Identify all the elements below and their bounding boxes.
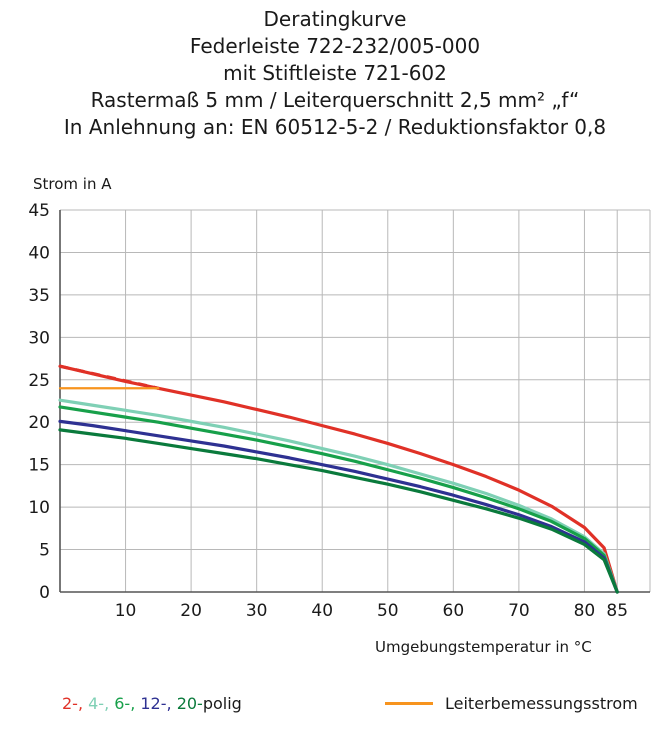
legend-series-polig (62, 694, 242, 713)
svg-text:25: 25 (28, 370, 50, 391)
data-curves (60, 366, 617, 592)
svg-text:40: 40 (311, 601, 334, 621)
svg-text:5: 5 (39, 540, 50, 561)
legend-part-4: 20- (176, 694, 203, 713)
legend-swatch-orange (385, 702, 433, 705)
legend-part-2: 6-, (114, 694, 141, 713)
svg-text:30: 30 (245, 601, 268, 621)
title-line-1: Deratingkurve (263, 7, 407, 31)
title-line-4: Rastermaß 5 mm / Leiterquerschnitt 2,5 mm² „f“ (90, 88, 580, 112)
chart-legend (0, 694, 670, 734)
svg-text:80: 80 (573, 601, 596, 621)
svg-text:70: 70 (508, 601, 530, 621)
tick-labels (28, 201, 628, 621)
svg-text:10: 10 (28, 498, 50, 519)
legend-part-5: polig (202, 694, 242, 713)
x-axis-label: Umgebungstemperatur in °C (375, 638, 592, 656)
title-line-3: mit Stiftleiste 721-602 (223, 61, 447, 85)
legend-part-0: 2-, (62, 694, 89, 713)
svg-text:50: 50 (376, 601, 399, 621)
svg-text:45: 45 (28, 201, 50, 221)
legend-part-3: 12-, (140, 694, 177, 713)
svg-text:60: 60 (442, 601, 465, 621)
svg-text:35: 35 (28, 285, 50, 306)
y-axis-label: Strom in A (33, 175, 112, 193)
curve-2-polig (60, 366, 617, 592)
svg-text:20: 20 (28, 413, 50, 434)
svg-text:0: 0 (39, 583, 50, 603)
svg-text:85: 85 (606, 601, 629, 621)
legend-rated-current-label: Leiterbemessungsstrom (445, 694, 638, 713)
legend-rated-current (385, 694, 638, 713)
svg-text:15: 15 (28, 455, 50, 476)
legend-part-1: 4-, (88, 694, 115, 713)
svg-text:40: 40 (28, 243, 50, 264)
svg-text:30: 30 (28, 328, 50, 349)
svg-text:20: 20 (180, 601, 202, 621)
title-line-5: In Anlehnung an: EN 60512-5-2 / Reduktionsfaktor 0,8 (63, 115, 607, 139)
title-line-2: Federleiste 722-232/005-000 (189, 34, 481, 58)
svg-text:10: 10 (114, 601, 137, 621)
